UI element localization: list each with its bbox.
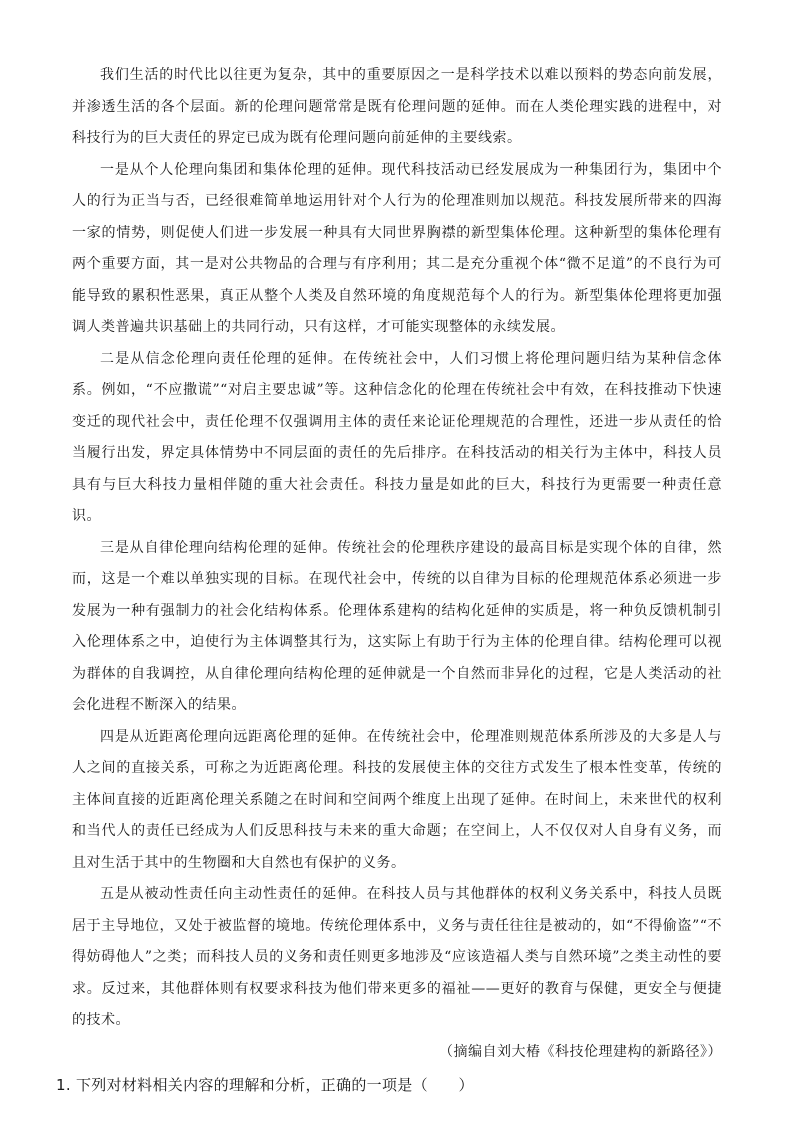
article-paragraph-5: 四是从近距离伦理向远距离伦理的延伸。在传统社会中，伦理准则规范体系所涉及的大多是人与人之间的直接关系，可称之为近距离伦理。科技的发展使主体的交往方式发生了根本性变革，传统的主体间直接的近距离伦理关系随之在时间和空间两个维度上出现了延伸。在时间上，未来世代的权利和当代人的责任已经成为人们反思科技与未来的重大命题；在空间上，人不仅仅对人自身有义务，而且对生活于其中的生物圈和大自然也有保护的义务。	[72, 728, 722, 871]
article-paragraph-1: 我们生活的时代比以往更为复杂，其中的重要原因之一是科学技术以难以预料的势态向前发展，并渗透生活的各个层面。新的伦理问题常常是既有伦理问题的延伸。而在人类伦理实践的进程中，对科技行为的巨大责任的界定已成为既有伦理问题向前延伸的主要线索。	[72, 67, 722, 146]
article-source: （摘编自刘大椿《科技伦理建构的新路径》）	[439, 1043, 722, 1060]
article-paragraph-6: 五是从被动性责任向主动性责任的延伸。在科技人员与其他群体的权利义务关系中，科技人员既居于主导地位，又处于被监督的境地。传统伦理体系中，义务与责任往往是被动的，如“不得偷盗”“不得妨碍他人”之类；而科技人员的义务和责任则更多地涉及“应该造福人类与自然环境”之类主动性的要求。反过来，其他群体则有权要求科技为他们带来更多的福祉——更好的教育与保健，更安全与便捷的技术。	[72, 886, 722, 1028]
article-body	[72, 60, 722, 1068]
article-paragraph-3: 二是从信念伦理向责任伦理的延伸。在传统社会中，人们习惯上将伦理问题归结为某种信念体系。例如，“不应撒谎”“对启主要忠诚”等。这种信念化的伦理在传统社会中有效，在科技推动下快速变迁的现代社会中，责任伦理不仅强调用主体的责任来论证伦理规范的合理性，还进一步从责任的恰当履行出发，界定具体情势中不同层面的责任的先后排序。在科技活动的相关行为主体中，科技人员具有与巨大科技力量相伴随的重大社会责任。科技力量是如此的巨大，科技行为更需要一种责任意识。	[72, 350, 722, 524]
document-page	[56, 60, 722, 1100]
question-1-stem: 1. 下列对材料相关内容的理解和分析，正确的一项是（ ）	[56, 1076, 474, 1094]
article-paragraph-4: 三是从自律伦理向结构伦理的延伸。传统社会的伦理秩序建设的最高目标是实现个体的自律，然而，这是一个难以单独实现的目标。在现代社会中，传统的以自律为目标的伦理规范体系必须进一步发展为一种有强制力的社会化结构体系。伦理体系建构的结构化延伸的实质是，将一种负反馈机制引入伦理体系之中，迫使行为主体调整其行为，这实际上有助于行为主体的伦理自律。结构伦理可以视为群体的自我调控，从自律伦理向结构伦理的延伸就是一个自然而非异化的过程，它是人类活动的社会化进程不断深入的结果。	[72, 539, 722, 713]
article-paragraph-2: 一是从个人伦理向集团和集体伦理的延伸。现代科技活动已经发展成为一种集团行为，集团中个人的行为正当与否，已经很难简单地运用针对个人行为的伦理准则加以规范。科技发展所带来的四海一家的情势，则促使人们进一步发展一种具有大同世界胸襟的新型集体伦理。这种新型的集体伦理有两个重要方面，其一是对公共物品的合理与有序利用；其二是充分重视个体“微不足道”的不良行为可能导致的累积性恶果，真正从整个人类及自然环境的角度规范每个人的行为。新型集体伦理将更加强调人类普遍共识基础上的共同行动，只有这样，才可能实现整体的永续发展。	[72, 161, 722, 335]
